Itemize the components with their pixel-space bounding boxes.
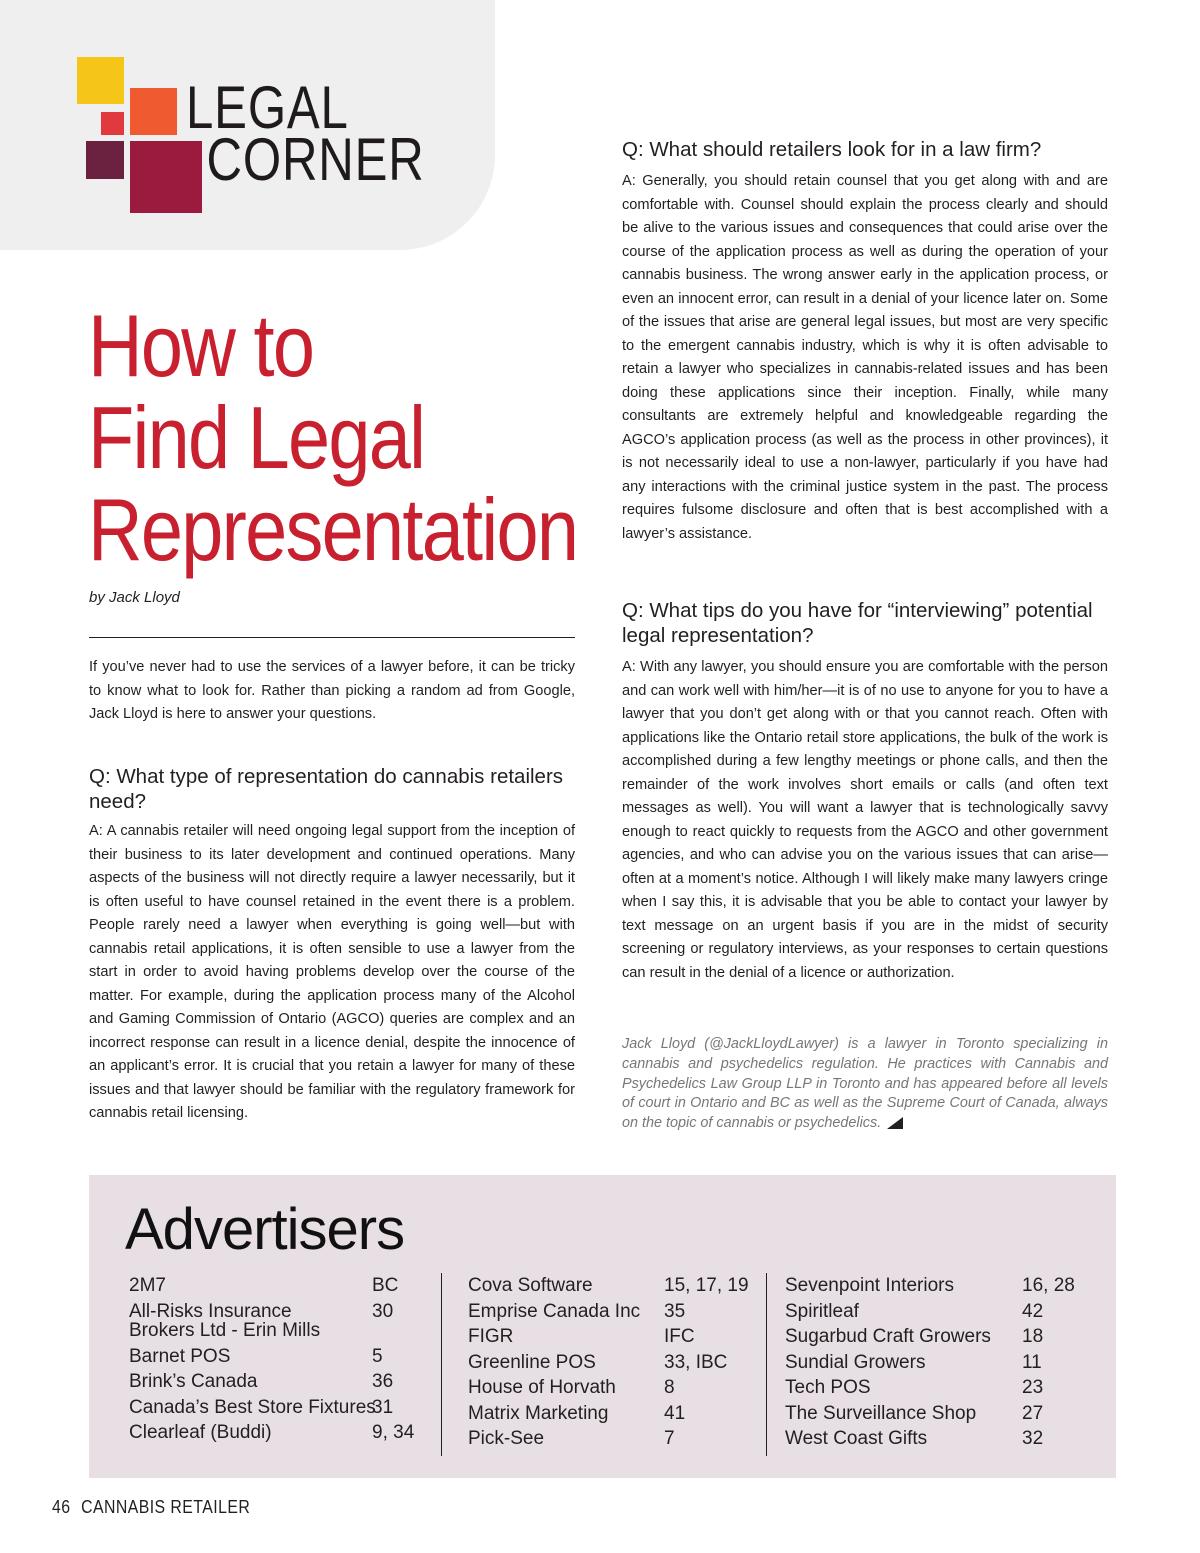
advertiser-page: 35 xyxy=(664,1300,686,1322)
advertiser-name: Sundial Growers xyxy=(785,1351,926,1373)
intro-paragraph: If you’ve never had to use the services of a lawyer before, it can be tricky to know what to look for. Rather than picking a random ad from Google, Jack Lloyd is here to answer your questions. xyxy=(89,659,575,722)
advertiser-page: 18 xyxy=(1022,1326,1044,1347)
column-divider xyxy=(441,1273,442,1456)
advertiser-page: 32 xyxy=(1022,1428,1044,1449)
article-title xyxy=(88,296,578,579)
title-line: Find Legal xyxy=(88,388,425,487)
question-heading: Q: What tips do you have for “interviewing” potential legal representation? xyxy=(622,599,1093,647)
advertiser-name: Greenline POS xyxy=(468,1351,596,1373)
advertiser-page: 16, 28 xyxy=(1022,1275,1075,1296)
divider xyxy=(89,637,575,638)
advertiser-page: 41 xyxy=(664,1402,686,1424)
advertiser-name: Canada’s Best Store Fixtures xyxy=(129,1396,376,1418)
question-heading: Q: What should retailers look for in a law firm? xyxy=(622,138,1042,161)
advertiser-name: All-Risks Insurance Brokers Ltd - Erin Mills xyxy=(129,1300,321,1341)
advertiser-name: West Coast Gifts xyxy=(785,1428,928,1449)
advertiser-name: Cova Software xyxy=(468,1275,593,1296)
advertiser-row xyxy=(468,1273,758,1299)
advertiser-row xyxy=(129,1344,429,1370)
title-line: How to xyxy=(88,296,314,395)
advertiser-page: 11 xyxy=(1022,1351,1042,1373)
advertiser-page: BC xyxy=(372,1275,399,1296)
advertiser-name: 2M7 xyxy=(129,1275,166,1296)
advertiser-name: Barnet POS xyxy=(129,1345,231,1367)
advertiser-column xyxy=(785,1273,1095,1452)
answer-paragraph: A: A cannabis retailer will need ongoing legal support from the inception of their business to its later development and continued operations. Many aspects of the business will not directly require a lawyer necessarily, but it is often useful to have counsel retained in the event there is a problem. People rarely need a lawyer when everything is going well—but with cannabis retail applications, it is often sensible to use a lawyer from the start in order to avoid having problems develop over the course of the matter. For example, during the application process many of the Alcohol and Gaming Commission of Ontario (AGCO) queries are complex and an incorrect response can result in a licence denial, despite the innocence of an applicant’s error. It is crucial that you retain a lawyer for many of these issues and that lawyer should be familiar with the regulatory framework for cannabis retail licensing. xyxy=(89,823,575,1121)
advertiser-name: Sevenpoint Interiors xyxy=(785,1275,954,1296)
advertiser-page: 9, 34 xyxy=(372,1422,415,1443)
advertiser-name: The Surveillance Shop xyxy=(785,1402,977,1424)
advertiser-page: 42 xyxy=(1022,1300,1044,1322)
advertiser-page: 31 xyxy=(372,1396,394,1418)
end-mark-icon xyxy=(887,1117,903,1129)
advertiser-column xyxy=(468,1273,758,1452)
advertiser-row xyxy=(785,1426,1095,1452)
advertiser-row xyxy=(129,1420,429,1446)
advertiser-row xyxy=(129,1395,429,1421)
advertiser-name: Sugarbud Craft Growers xyxy=(785,1326,991,1347)
advertiser-row xyxy=(468,1350,758,1376)
section-label-line1: LEGAL xyxy=(186,74,349,141)
advertiser-page: 36 xyxy=(372,1371,394,1392)
advertiser-row xyxy=(129,1273,429,1299)
advertiser-page: IFC xyxy=(664,1326,695,1347)
advertiser-row xyxy=(785,1375,1095,1401)
title-line: Representation xyxy=(88,480,578,579)
advertiser-row xyxy=(468,1426,758,1452)
advertiser-page: 5 xyxy=(372,1345,383,1367)
advertiser-page: 8 xyxy=(664,1377,675,1398)
advertiser-name: Emprise Canada Inc xyxy=(468,1300,641,1322)
answer-paragraph: A: With any lawyer, you should ensure you are comfortable with the person and can work well with him/her—it is of no use to anyone for you to have a lawyer that you don’t get along with or that you cannot reach. Often with applications like the Ontario retail store applications, the bulk of the work is accomplished during a few lengthy meetings or phone calls, and then the remainder of the work involves short emails or calls (and often text messages as well). You will want a lawyer that is technologically savvy enough to react quickly to requests from the AGCO and other government agencies, and who can advise you on the various issues that can arise—often at a moment’s notice. Although I will likely make many lawyers cringe when I say this, it is advisable that you be able to contact your lawyer by text message on an urgent basis if you are in the midst of security screening or regulatory interviews, as your responses to certain questions can result in the denial of a licence or authorization. xyxy=(622,659,1108,981)
advertiser-row xyxy=(468,1324,758,1350)
advertiser-row xyxy=(785,1324,1095,1350)
advertiser-row xyxy=(129,1369,429,1395)
advertiser-page: 27 xyxy=(1022,1402,1044,1424)
advertiser-row xyxy=(468,1401,758,1427)
author-bio: Jack Lloyd (@JackLloydLawyer) is a lawyer in Toronto specializing in cannabis and psychedelics regulation. He practices with Cannabis and Psychedelics Law Group LLP in Toronto and has appeared before all levels of court in Ontario and BC as well as the Supreme Court of Canada, always on the topic of cannabis or psychedelics. xyxy=(622,1036,1108,1132)
advertiser-row xyxy=(129,1302,429,1341)
logo-square-yellow xyxy=(77,57,124,104)
advertiser-name: Spiritleaf xyxy=(785,1300,859,1322)
page-number: 46 xyxy=(52,1497,71,1517)
logo-square-plum xyxy=(86,141,124,179)
advertiser-name: Tech POS xyxy=(785,1377,871,1398)
advertiser-name: Matrix Marketing xyxy=(468,1402,609,1424)
advertiser-page: 23 xyxy=(1022,1377,1044,1398)
advertiser-row xyxy=(785,1350,1095,1376)
advertiser-page: 7 xyxy=(664,1428,675,1449)
advertisers-title: Advertisers xyxy=(125,1197,405,1262)
logo-square-orange xyxy=(130,88,177,135)
section-label xyxy=(186,74,425,193)
advertiser-page: 30 xyxy=(372,1300,394,1322)
column-divider xyxy=(766,1273,767,1456)
advertiser-page: 15, 17, 19 xyxy=(664,1275,749,1296)
page-footer xyxy=(52,1497,250,1518)
advertiser-row xyxy=(468,1375,758,1401)
publication-name: CANNABIS RETAILER xyxy=(81,1497,251,1517)
section-label-line2: CORNER xyxy=(206,126,425,193)
advertiser-name: Clearleaf (Buddi) xyxy=(129,1422,272,1443)
advertiser-name: Brink’s Canada xyxy=(129,1371,258,1392)
advertiser-row xyxy=(785,1299,1095,1325)
advertiser-row xyxy=(785,1401,1095,1427)
advertiser-name: FIGR xyxy=(468,1326,514,1347)
byline: by Jack Lloyd xyxy=(89,589,180,606)
question-heading: Q: What type of representation do cannabis retailers need? xyxy=(89,765,564,813)
advertiser-column xyxy=(129,1273,429,1446)
advertiser-row xyxy=(785,1273,1095,1299)
logo-square-red xyxy=(101,112,124,135)
advertiser-name: Pick-See xyxy=(468,1428,545,1449)
advertiser-page: 33, IBC xyxy=(664,1351,728,1373)
advertiser-name: House of Horvath xyxy=(468,1377,616,1398)
advertiser-row xyxy=(468,1299,758,1325)
answer-paragraph: A: Generally, you should retain counsel that you get along with and are comfortable with. Counsel should explain the process clearly and should be alive to the various issues and consequences that could arise over the course of the application process as well as during the operation of your cannabis business. The wrong answer early in the application process, or even an innocent error, can result in a denial of your licence later on. Some of the issues that arise are general legal issues, but most are very specific to the emergent cannabis industry, which is why it is often advisable to retain a lawyer who specializes in cannabis-related issues and has been doing these applications since their inception. Finally, while many consultants are extremely helpful and knowledgeable regarding the AGCO’s application process (as well as the process in other provinces), it is not necessarily ideal to use a non-lawyer, particularly if you have had any interactions with the criminal justice system in the past. The process requires fulsome disclosure and often that is best accomplished with a lawyer’s assistance. xyxy=(622,173,1108,542)
